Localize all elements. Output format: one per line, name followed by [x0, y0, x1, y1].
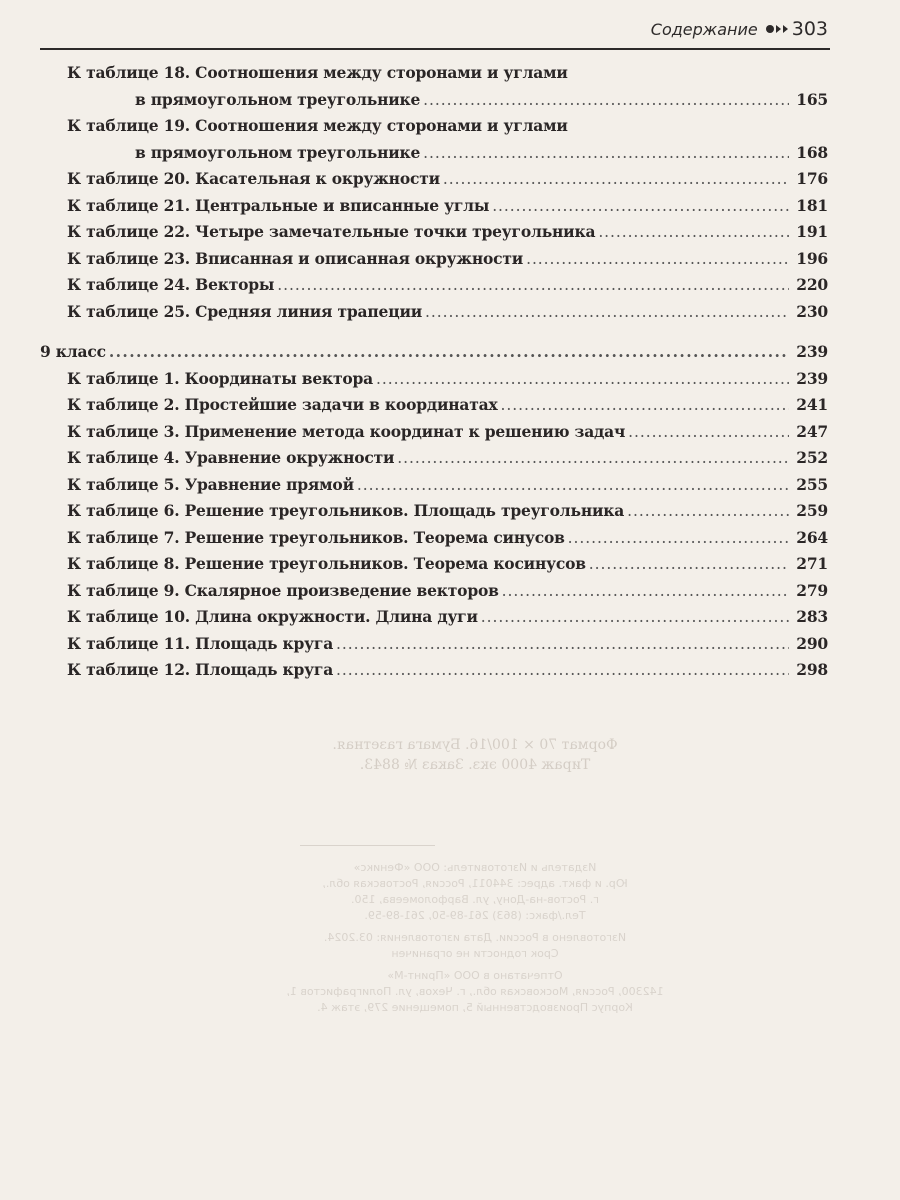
toc-entry-title: К таблице 22. Четыре замечательные точки треугольника: [67, 222, 596, 241]
dot-leader: [526, 246, 789, 273]
dot-leader: [502, 578, 789, 605]
bleed-rule: [300, 845, 435, 846]
toc-entry-title: К таблице 20. Касательная к окружности: [67, 169, 440, 188]
bleed-through-format: [250, 735, 700, 775]
toc-entry[interactable]: [40, 60, 828, 113]
bleed-line: Корпус Производственный 5, помещение 279, этаж 4.: [317, 1001, 633, 1014]
toc-entry-title-cont: в прямоугольном треугольнике: [135, 142, 421, 162]
toc-page-number: 290: [796, 633, 828, 653]
page-header: [40, 16, 830, 50]
toc-entry[interactable]: [40, 551, 828, 578]
bleed-line: Тираж 4000 экз. Заказ № 8843.: [359, 757, 591, 773]
toc-entry-title: К таблице 5. Уравнение прямой: [67, 474, 354, 494]
bleed-through-publisher: [250, 860, 700, 1016]
bleed-line: Срок годности не ограничен: [391, 947, 559, 960]
bleed-line: г. Ростов-на-Дону, ул. Варфоломеева, 150.: [351, 893, 599, 906]
toc-entry-title: К таблице 23. Вписанная и описанная окружности: [67, 248, 524, 268]
page-number: 303: [791, 18, 828, 40]
dot-leader: [627, 498, 789, 525]
toc-entry[interactable]: [40, 193, 828, 220]
running-head-title: Содержание: [650, 20, 758, 39]
toc-page-number: 271: [796, 554, 828, 573]
toc-page-number: 241: [796, 395, 828, 414]
toc-page-number: 279: [796, 580, 828, 600]
toc-entry[interactable]: [40, 498, 828, 525]
dot-leader: [423, 140, 789, 167]
toc-entry-title: К таблице 7. Решение треугольников. Теорема синусов: [67, 527, 565, 547]
dot-leader: [109, 339, 789, 366]
bleed-line: Формат 70 × 100/16. Бумага газетная.: [332, 737, 618, 753]
toc-page-number: 176: [796, 169, 828, 188]
toc-entry-title: К таблице 4. Уравнение окружности: [67, 448, 395, 467]
bleed-line: Отпечатано в ООО «Принт-М»: [387, 969, 563, 982]
toc-entry-title: К таблице 6. Решение треугольников. Площадь треугольника: [67, 501, 625, 520]
toc-page-number: 230: [796, 301, 828, 321]
toc-section-grade9[interactable]: [40, 339, 828, 366]
dot-leader: [501, 392, 789, 419]
dot-leader: [492, 193, 789, 220]
toc-entry[interactable]: [40, 578, 828, 605]
toc-entry[interactable]: [40, 246, 828, 273]
toc-entry[interactable]: [40, 631, 828, 658]
dot-leader: [277, 272, 789, 299]
toc-entry-title: К таблице 11. Площадь круга: [67, 633, 334, 653]
toc-page-number: 168: [796, 142, 828, 162]
dot-leader: [443, 166, 789, 193]
toc-page-number: 191: [796, 222, 828, 241]
toc-page-number: 264: [796, 527, 828, 547]
dot-leader: [336, 631, 789, 658]
toc-entry-title-cont: в прямоугольном треугольнике: [135, 89, 421, 109]
toc-entry[interactable]: [40, 299, 828, 326]
dot-leader: [357, 472, 789, 499]
toc-page-number: 255: [796, 474, 828, 494]
dot-leader: [589, 551, 789, 578]
bleed-line: Издатель и Изготовитель: ООО «Феникс»: [353, 861, 597, 874]
toc-entry[interactable]: [40, 657, 828, 684]
toc-section-title: 9 класс: [40, 342, 106, 361]
toc-entry[interactable]: [40, 166, 828, 193]
toc-page-number: 196: [796, 248, 828, 268]
toc-entry-title: К таблице 10. Длина окружности. Длина дуги: [67, 607, 478, 626]
dot-leader: [568, 525, 789, 552]
dot-leader: [628, 419, 789, 446]
toc-page-number: 165: [796, 89, 828, 109]
toc-entry[interactable]: [40, 472, 828, 499]
toc-entry[interactable]: [40, 419, 828, 446]
dot-leader: [376, 366, 789, 393]
toc-entry[interactable]: [40, 113, 828, 166]
table-of-contents: [40, 60, 828, 684]
running-head: [651, 18, 828, 40]
toc-entry[interactable]: [40, 366, 828, 393]
toc-entry[interactable]: [40, 219, 828, 246]
toc-entry[interactable]: [40, 604, 828, 631]
toc-entry-title: К таблице 18. Соотношения между сторонами и углами: [67, 63, 568, 82]
toc-page-number: 298: [796, 660, 828, 679]
toc-entry-title: К таблице 8. Решение треугольников. Теорема косинусов: [67, 554, 586, 573]
dot-leader: [336, 657, 789, 684]
dot-leader: [425, 299, 789, 326]
toc-entry[interactable]: [40, 445, 828, 472]
toc-entry-title: К таблице 25. Средняя линия трапеции: [67, 301, 423, 321]
toc-entry-title: К таблице 9. Скалярное произведение векторов: [67, 580, 499, 600]
toc-entry[interactable]: [40, 272, 828, 299]
toc-entry-title: К таблице 1. Координаты вектора: [67, 368, 374, 388]
toc-entry[interactable]: [40, 525, 828, 552]
toc-entry-title: К таблице 3. Применение метода координат к решению задач: [67, 421, 626, 441]
toc-page-number: 247: [796, 421, 828, 441]
bleed-line: Изготовлено в России. Дата изготовления: 03.2024.: [323, 931, 627, 944]
toc-entry-title: К таблице 12. Площадь круга: [67, 660, 334, 679]
dot-leader: [397, 445, 789, 472]
toc-entry-title: К таблице 2. Простейшие задачи в координатах: [67, 395, 498, 414]
toc-page-number: 220: [796, 275, 828, 294]
bleed-line: Тел./факс: (863) 261-89-50, 261-89-59.: [364, 909, 586, 922]
toc-page-number: 239: [796, 342, 828, 361]
toc-entry-title: К таблице 21. Центральные и вписанные углы: [67, 195, 490, 215]
bullet-ornament-icon: [766, 25, 788, 33]
toc-page-number: 239: [796, 368, 828, 388]
dot-leader: [481, 604, 789, 631]
toc-entry-title: К таблице 24. Векторы: [67, 275, 275, 294]
toc-page-number: 259: [796, 501, 828, 520]
toc-page-number: 181: [796, 195, 828, 215]
dot-leader: [423, 87, 789, 114]
toc-entry[interactable]: [40, 392, 828, 419]
toc-page-number: 283: [796, 607, 828, 626]
toc-entry-title: К таблице 19. Соотношения между сторонами и углами: [67, 116, 568, 135]
toc-page-number: 252: [796, 448, 828, 467]
bleed-line: Юр. и факт. адрес: 344011, Россия, Ростовская обл.,: [322, 877, 628, 890]
bleed-line: 142300, Россия, Московская обл., г. Чехов, ул. Полиграфистов 1,: [286, 985, 664, 998]
dot-leader: [598, 219, 789, 246]
